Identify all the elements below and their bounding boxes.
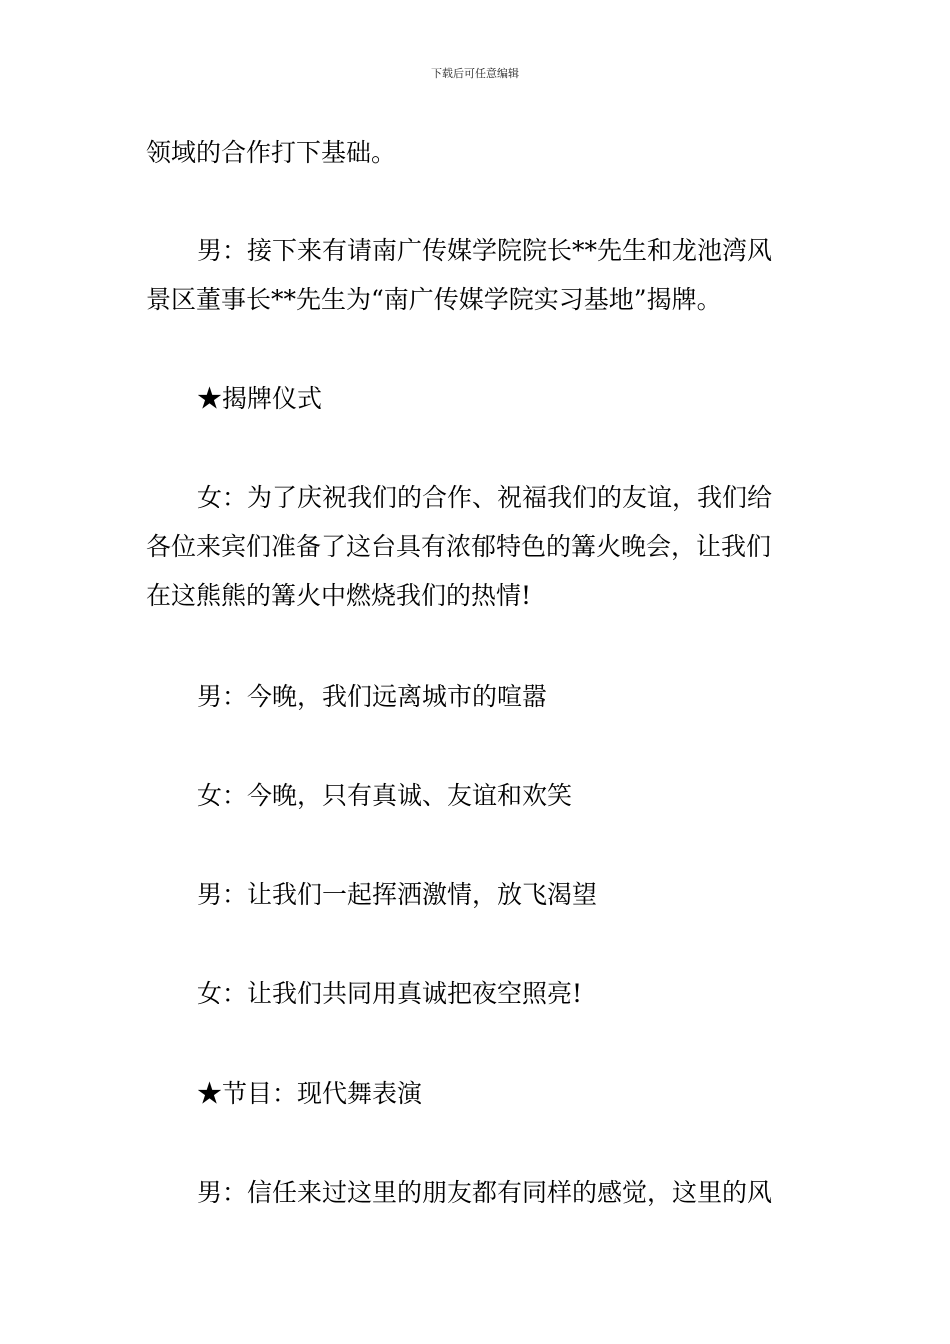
- paragraph-7: [146, 969, 810, 1018]
- paragraph-line: 女：为了庆祝我们的合作、祝福我们的友谊，我们给: [197, 483, 773, 512]
- paragraph-3: [146, 473, 810, 620]
- paragraph-line: 男：接下来有请南广传媒学院院长**先生和龙池湾风: [197, 236, 773, 265]
- paragraph-line: 领域的合作打下基础。: [146, 138, 397, 167]
- paragraph-line: 男：今晚，我们远离城市的喧嚣: [197, 682, 548, 711]
- paragraph-5: [146, 771, 810, 820]
- paragraph-line: 景区董事长**先生为“南广传媒学院实习基地”揭牌。: [146, 285, 722, 314]
- paragraph-line: 女：今晚，只有真诚、友谊和欢笑: [197, 781, 573, 810]
- paragraph-line: 各位来宾们准备了这台具有浓郁特色的篝火晚会，让我们: [146, 532, 772, 561]
- section-heading-unveiling: [146, 374, 810, 423]
- paragraph-line: 在这熊熊的篝火中燃烧我们的热情!: [146, 581, 532, 610]
- paragraph-line: ★节目：现代舞表演: [197, 1079, 423, 1108]
- paragraph-2: [146, 226, 810, 324]
- paragraph-4: [146, 672, 810, 721]
- paragraph-line: 男：让我们一起挥洒激情，放飞渴望: [197, 880, 598, 909]
- paragraph-6: [146, 870, 810, 919]
- paragraph-line: 女：让我们共同用真诚把夜空照亮!: [197, 979, 583, 1008]
- paragraph-line: ★揭牌仪式: [197, 384, 323, 413]
- paragraph-8: [146, 1168, 810, 1217]
- paragraph-line: 男：信任来过这里的朋友都有同样的感觉，这里的风: [197, 1178, 773, 1207]
- paragraph-1: [146, 128, 810, 177]
- section-heading-dance: [146, 1069, 810, 1118]
- page-header: 下载后可任意编辑: [431, 67, 519, 80]
